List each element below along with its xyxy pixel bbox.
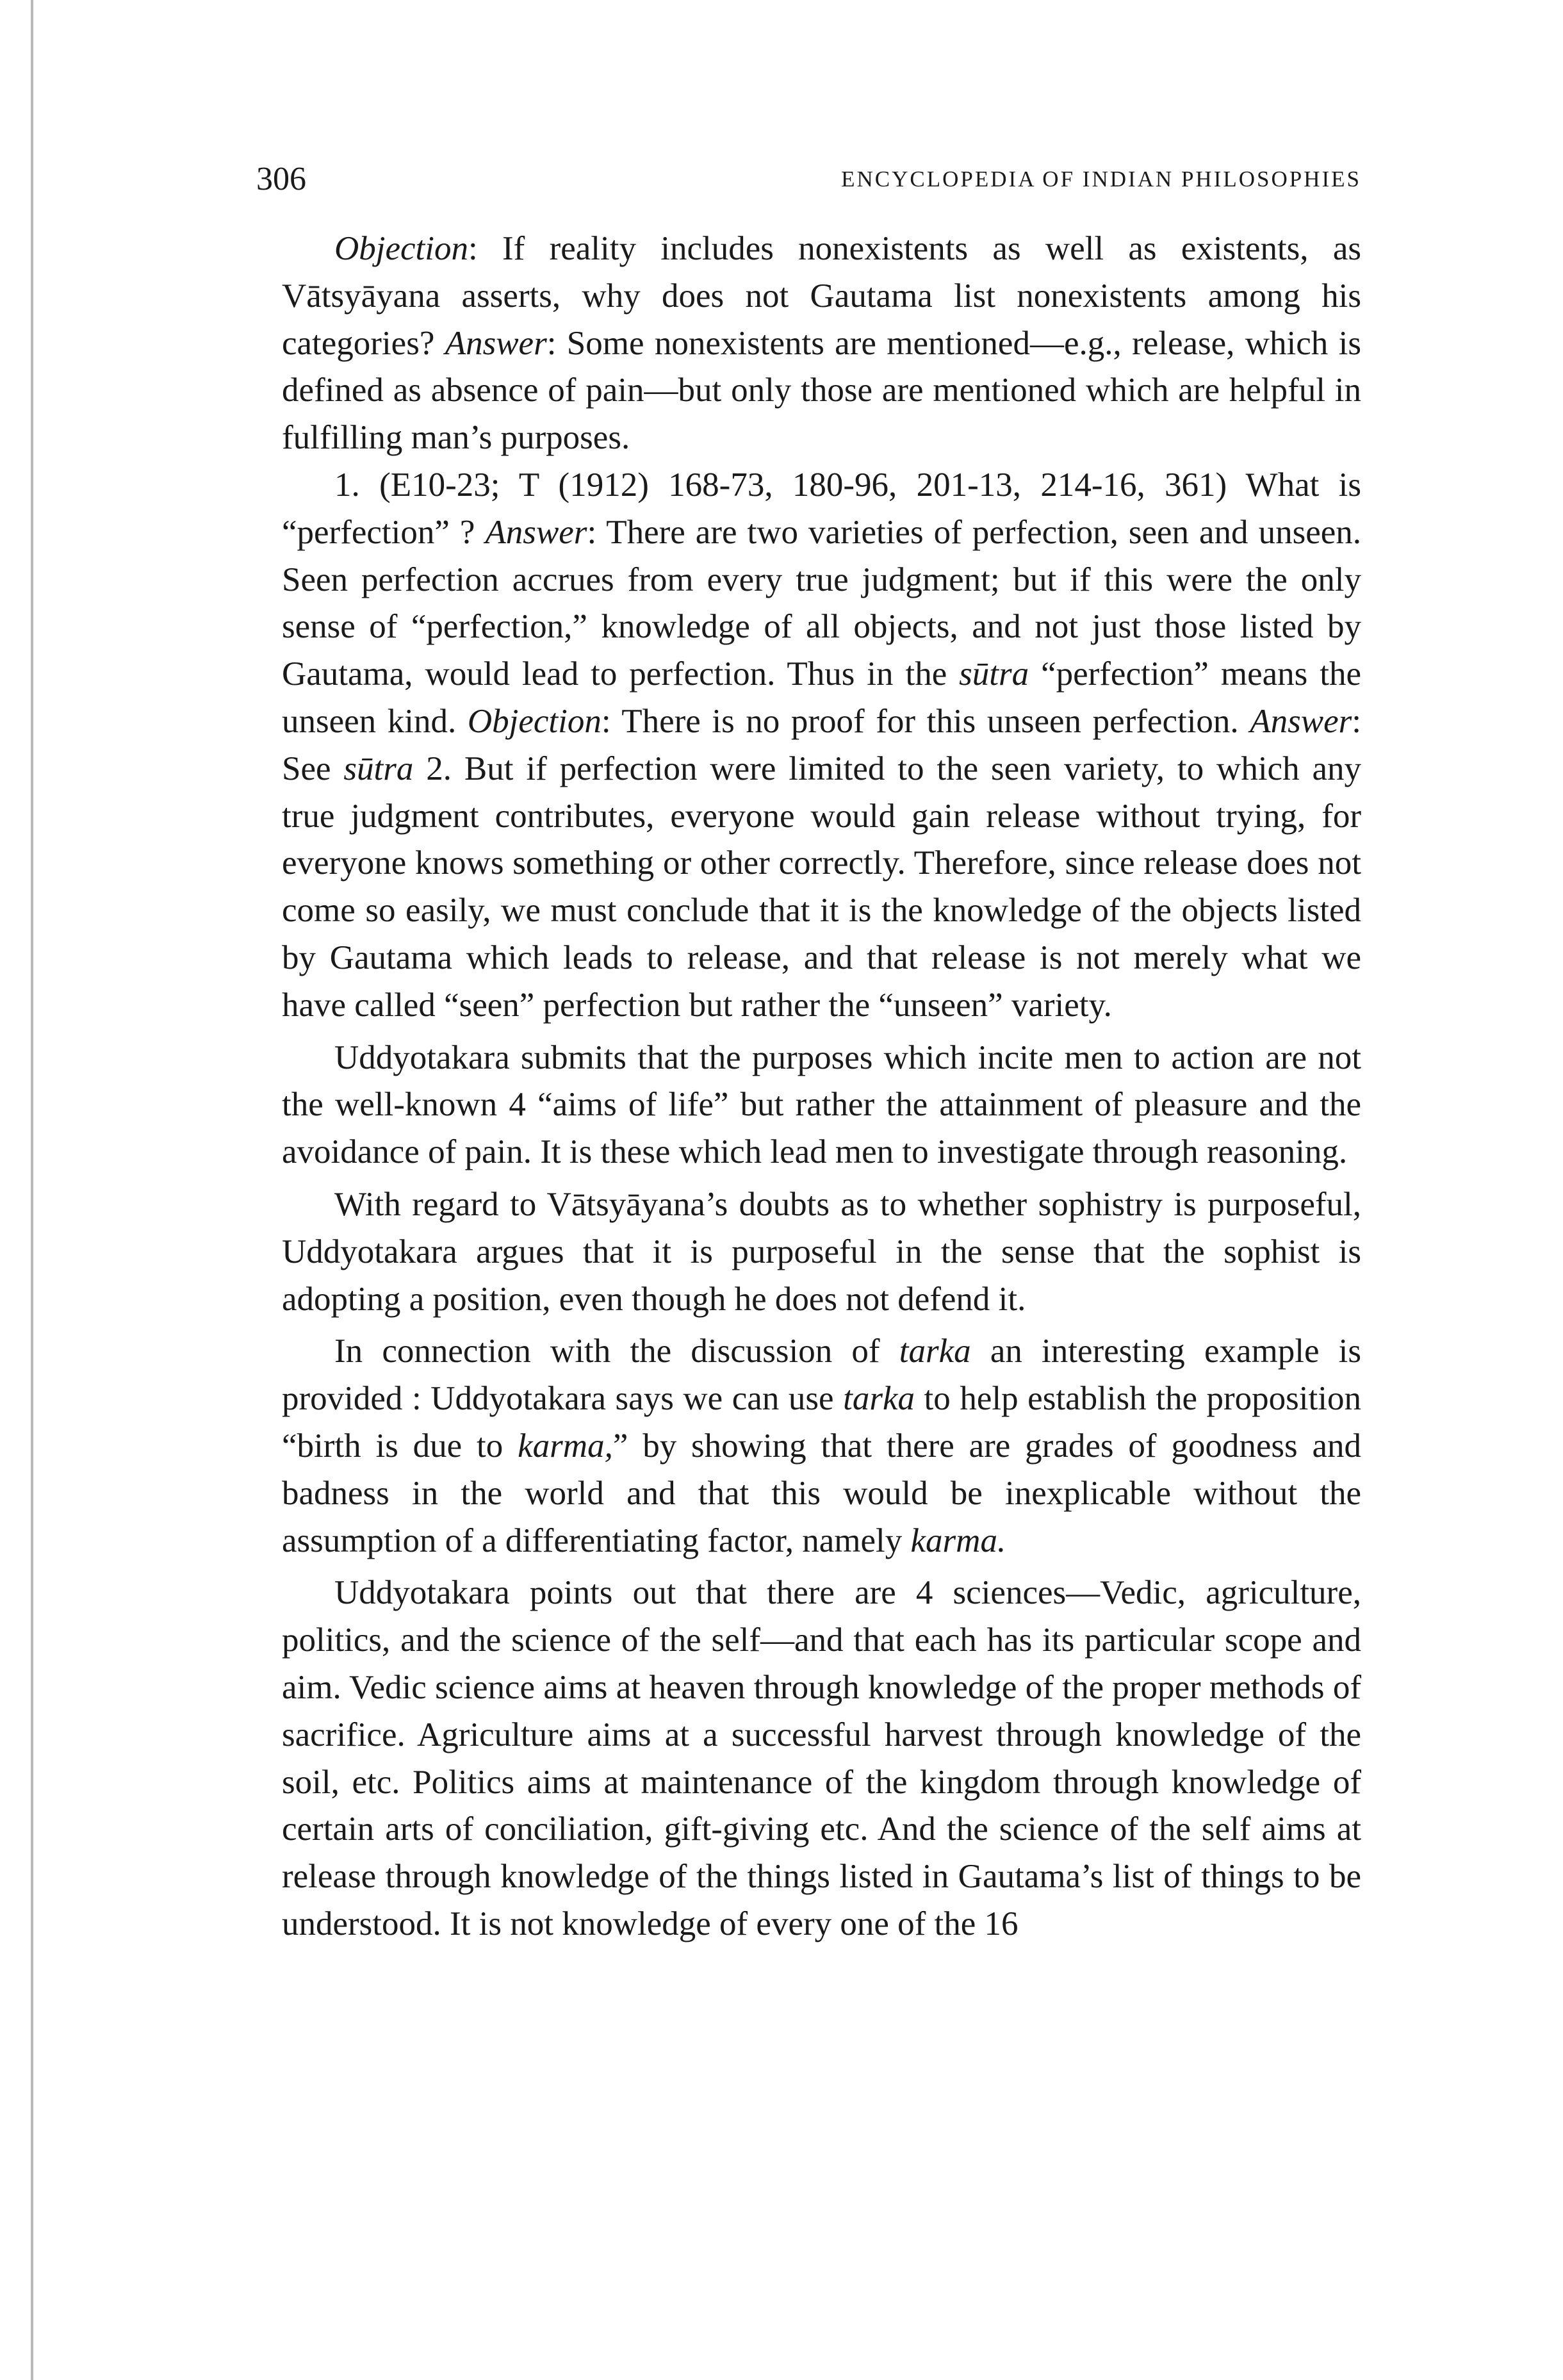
paragraph-text: : Some nonexistents are mentioned—e.g., release, which is defined as absence of pain—but only those are mentioned which are helpful in fulfilling man’s purposes. [282,324,1361,457]
objection-label: Objection [467,702,601,740]
paragraph-tarka [282,1328,1361,1564]
paragraph-purposes: Uddyotakara submits that the purposes which incite men to action are not the well-known 4 “aims of life” but rather the attainment of pleasure and the avoidance of pain. It is these which lead men to investigate through reasoning. [282,1038,1361,1171]
tarka-term: tarka [899,1333,971,1370]
paragraph-text: : See [282,702,1362,787]
sutra-term: sūtra [343,750,414,787]
karma-term: karma, [518,1427,613,1465]
paragraph-text: In connection with the discussion of [334,1333,899,1370]
paragraph-objection-nonexistents [282,226,1361,462]
running-head: ENCYCLOPEDIA OF INDIAN PHILOSOPHIES [841,167,1361,192]
body-text [282,226,1361,1948]
answer-label: Answer [445,324,547,362]
paragraph-text: ” by showing that there are grades of goodness and badness in the world and that this would be inexplicable without the assumption of a differentiating factor, namely [282,1427,1362,1559]
page-header [256,154,1361,205]
paragraph-text: to help establish the proposition “birth is due to [282,1380,1361,1465]
paragraph-text: an interesting example is provided : Uddyotakara says we can use [282,1333,1361,1418]
paragraph-text: : There are two varieties of perfection, seen and unseen. Seen perfection accrues from every true judgment; but if this were the only sense of “perfection,” knowledge of all objects, and not just those listed by Gautama, would lead to perfection. Thus in the [282,513,1361,693]
paragraph-sciences: Uddyotakara points out that there are 4 sciences—Vedic, agriculture, politics, and the science of the self—and that each has its particular scope and aim. Vedic science aims at heaven through knowledge of the proper methods of sacrifice. Agriculture aims at a successful harvest through knowledge of the soil, etc. Politics aims at maintenance of the kingdom through knowledge of certain arts of conciliation, gift-giving etc. And the science of the self aims at release through knowledge of the things listed in Gautama’s list of things to be understood. It is not knowledge of every one of the 16 [282,1574,1361,1942]
page-number: 306 [256,161,306,197]
paragraph-text: : If reality includes nonexistents as well as existents, as Vātsyāyana asserts, why does not Gautama list nonexistents among his categories? [282,230,1361,362]
paragraph-text: : There is no proof for this unseen perfection. [601,702,1250,740]
paragraph-text: 2. But if perfection were limited to the seen variety, to which any true judgment contributes, everyone would gain release without trying, for everyone knows something or other correctly. Therefore, since release does not come so easily, we must conclude that it is the knowledge of the objects listed by Gautama which leads to release, and that release is not merely what we have called “seen” perfection but rather the “unseen” variety. [282,750,1361,1024]
tarka-term: tarka [843,1380,915,1418]
scan-edge-rule [31,0,33,2380]
karma-term: karma. [910,1522,1006,1559]
answer-label: Answer [1250,702,1352,740]
paragraph-perfection [282,462,1361,1030]
sutra-term: sūtra [959,655,1029,693]
answer-label: Answer [485,513,587,551]
paragraph-sophistry: With regard to Vātsyāyana’s doubts as to whether sophistry is purposeful, Uddyotakara argues that it is purposeful in the sense that the sophist is adopting a position, even though he does not defend it. [282,1185,1361,1318]
paragraph-text: 1. (E10-23; T (1912) 168-73, 180-96, 201-13, 214-16, 361) What is “perfection” ? [282,466,1361,551]
paragraph-text: “perfection” means the unseen kind. [282,655,1361,740]
objection-label: Objection [334,230,468,267]
